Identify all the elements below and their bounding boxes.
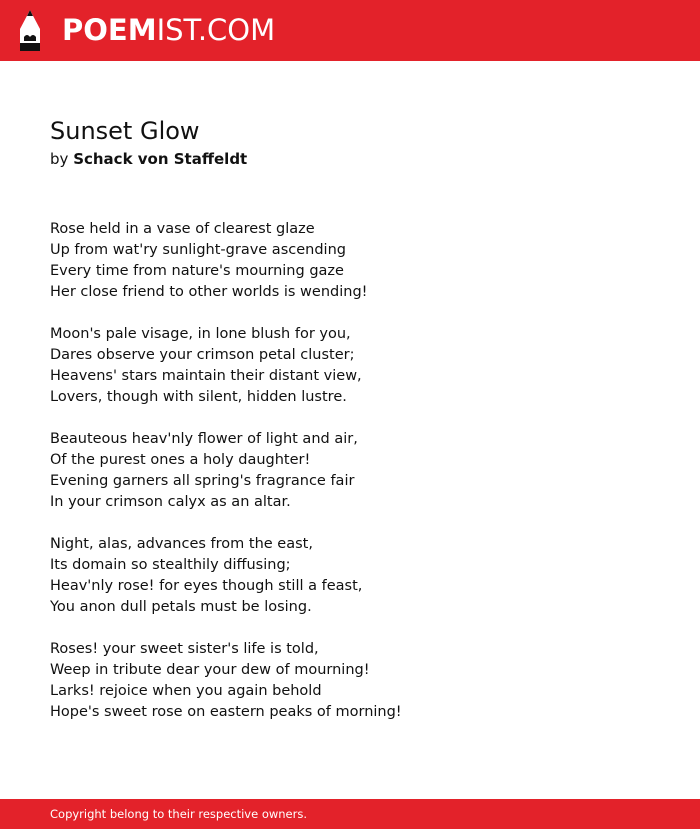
logo-bold-text: POEM [62, 13, 157, 47]
poem-title: Sunset Glow [50, 117, 200, 145]
poem-body [50, 219, 650, 744]
poem-line: Its domain so stealthily diffusing; [50, 557, 291, 573]
poem-line: Her close friend to other worlds is wending! [50, 284, 368, 300]
stanza [50, 639, 650, 723]
poem-line: Dares observe your crimson petal cluster; [50, 347, 355, 363]
stanza [50, 429, 650, 513]
poem-line: Every time from nature's mourning gaze [50, 263, 344, 279]
site-logo[interactable] [62, 12, 275, 48]
poem-line: Lovers, though with silent, hidden lustre. [50, 389, 347, 405]
by-label: by [50, 150, 69, 168]
poem-line: Up from wat'ry sunlight-grave ascending [50, 242, 346, 258]
poem-line: Evening garners all spring's fragrance fair [50, 473, 355, 489]
poem-line: Heav'nly rose! for eyes though still a feast, [50, 578, 363, 594]
poem-line: You anon dull petals must be losing. [50, 599, 312, 615]
site-header [0, 0, 700, 61]
poem-line: Larks! rejoice when you again behold [50, 683, 322, 699]
stanza [50, 219, 650, 303]
copyright-text: Copyright belong to their respective owners. [50, 807, 308, 821]
poem-line: Beauteous heav'nly flower of light and air, [50, 431, 358, 447]
poem-line: In your crimson calyx as an altar. [50, 494, 291, 510]
site-footer [0, 799, 700, 829]
poem-line: Roses! your sweet sister's life is told, [50, 641, 319, 657]
poem-line: Of the purest ones a holy daughter! [50, 452, 311, 468]
pencil-icon[interactable] [17, 10, 43, 51]
author-name: Schack von Staffeldt [73, 150, 248, 168]
poem-line: Hope's sweet rose on eastern peaks of morning! [50, 704, 402, 720]
poem-line: Moon's pale visage, in lone blush for you, [50, 326, 351, 342]
poem-line: Rose held in a vase of clearest glaze [50, 221, 315, 237]
poem-line: Heavens' stars maintain their distant view, [50, 368, 362, 384]
poem-line: Weep in tribute dear your dew of mourning! [50, 662, 370, 678]
logo-light-text: IST.COM [156, 13, 276, 47]
stanza [50, 324, 650, 408]
poem-line: Night, alas, advances from the east, [50, 536, 313, 552]
byline [50, 149, 247, 169]
stanza [50, 534, 650, 618]
